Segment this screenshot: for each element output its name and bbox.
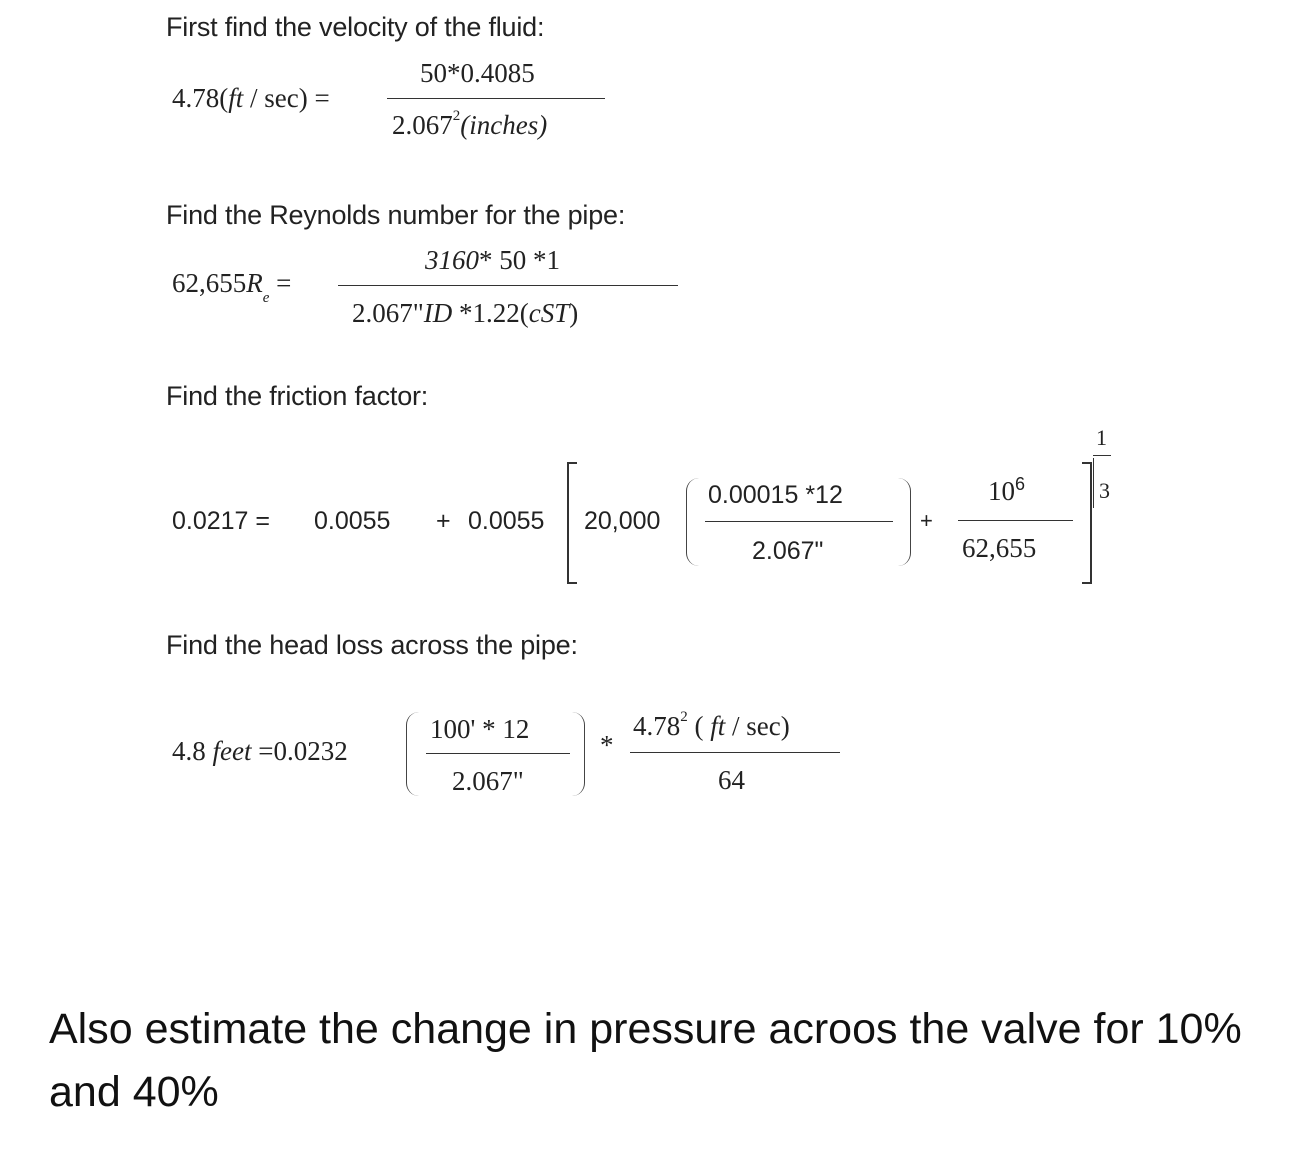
reynolds-heading: Find the Reynolds number for the pipe: [166, 200, 626, 230]
reynolds-fraction-bar [338, 285, 678, 286]
friction-term2: 0.0055 [468, 507, 545, 535]
friction-plus2: + [920, 508, 933, 533]
inner-left-paren [686, 478, 699, 566]
velocity-numerator: 50*0.4085 [420, 58, 535, 88]
friction-coef: 20,000 [584, 507, 661, 535]
velocity-fraction-bar [387, 98, 605, 99]
headloss-frac-bar [630, 752, 840, 753]
headloss-heading: Find the head loss across the pipe: [166, 630, 578, 660]
right-bracket [1082, 462, 1092, 584]
headloss-lhs: 4.8 feet =0.0232 [172, 736, 348, 766]
inner-numerator: 0.00015 *12 [708, 481, 843, 509]
friction-term1: 0.0055 [314, 507, 391, 535]
exponent-denominator: 3 [1099, 478, 1110, 503]
headloss-frac-denominator: 64 [718, 765, 745, 795]
exponent-numerator: 1 [1096, 425, 1107, 450]
velocity-lhs: 4.78(ft / sec) = [172, 83, 330, 113]
friction-heading: Find the friction factor: [166, 381, 429, 411]
inner-right-paren [898, 478, 911, 566]
headloss-paren-numerator: 100' * 12 [430, 714, 530, 744]
exponent-divider [1093, 458, 1094, 508]
left-bracket [567, 462, 577, 584]
power-fraction-bar [958, 520, 1073, 521]
power-numerator: $10^6$ [988, 474, 1026, 506]
reynolds-lhs: $62,655R_e$ = [172, 268, 292, 307]
friction-plus1: + [436, 507, 451, 535]
question-text: Also estimate the change in pressure acroos the valve for 10% and 40% [49, 1005, 1242, 1116]
inner-fraction-bar [705, 521, 893, 522]
headloss-left-paren [406, 712, 419, 796]
exponent-fraction-bar [1093, 455, 1111, 456]
headloss-frac-numerator: 4.78$^2$ ( ft / sec) [633, 709, 790, 741]
reynolds-numerator: 3160* 50 *1 [425, 245, 560, 275]
reynolds-denominator: 2.067"ID *1.22(cST) [352, 298, 579, 328]
velocity-denominator: 2.067$^2$(inches) [392, 108, 548, 140]
headloss-paren-denominator: 2.067" [452, 766, 524, 796]
inner-denominator: 2.067" [752, 537, 824, 565]
power-denominator: 62,655 [962, 533, 1037, 563]
velocity-heading: First find the velocity of the fluid: [166, 12, 545, 42]
headloss-right-paren [572, 712, 585, 796]
headloss-times: * [600, 730, 614, 760]
headloss-paren-bar [426, 753, 570, 754]
friction-lhs: 0.0217 = [172, 507, 271, 535]
